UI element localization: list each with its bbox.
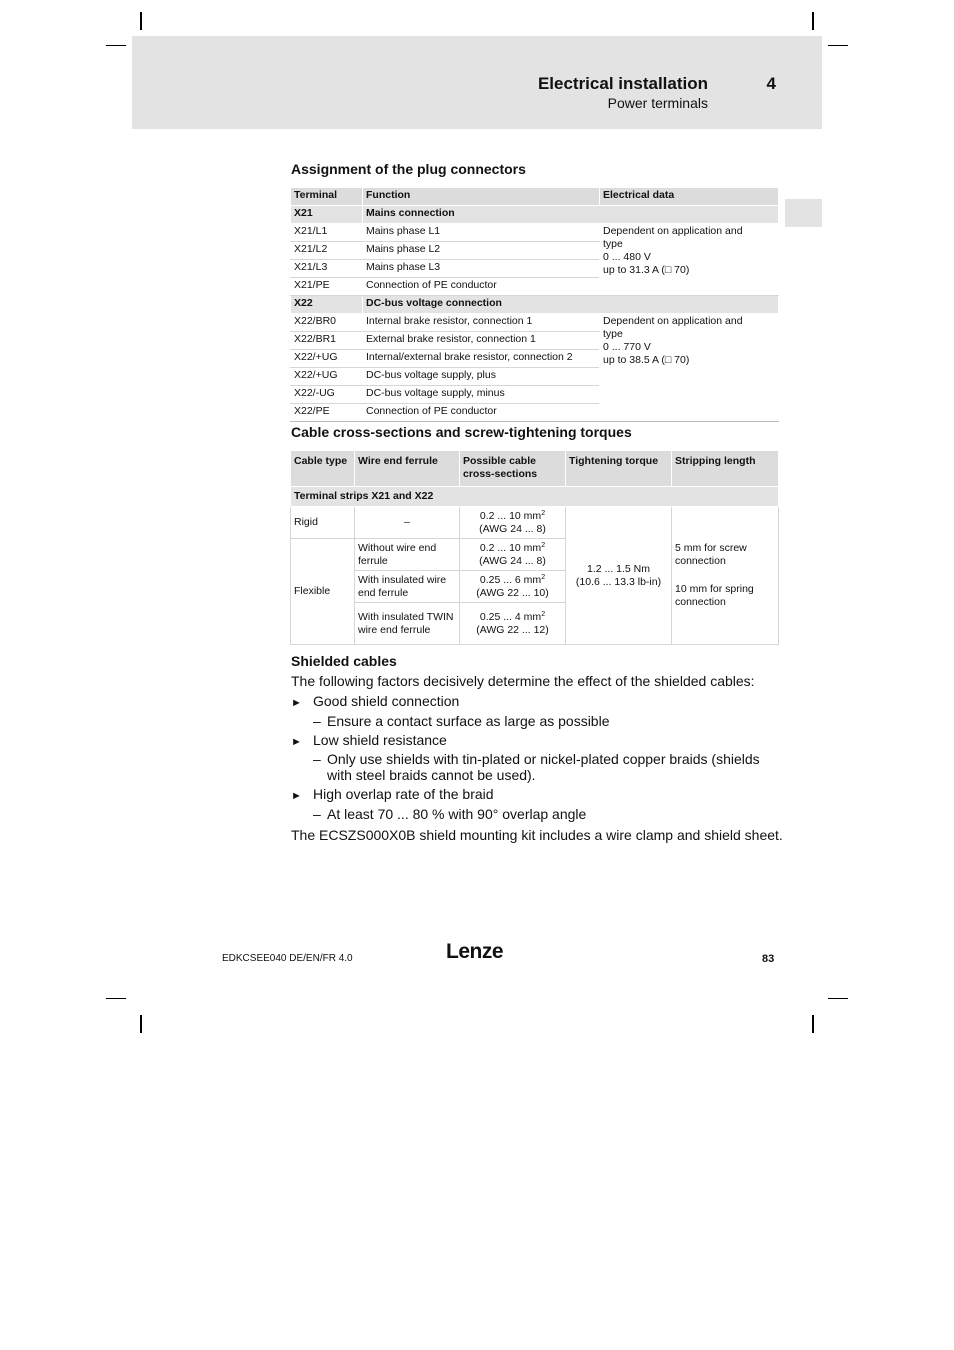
terminal-cell: X21/L3 xyxy=(291,260,363,278)
cross-section-cell xyxy=(460,571,566,603)
cable-type-cell: Flexible xyxy=(291,539,355,645)
function-cell: Mains phase L3 xyxy=(363,260,600,278)
bullet-text: Low shield resistance xyxy=(313,732,447,748)
torque-value: 1.2 ... 1.5 Nm xyxy=(586,562,651,575)
table-row xyxy=(291,224,779,242)
cross-section-value: 0.25 ... 4 mm xyxy=(479,610,542,623)
group-row-x21 xyxy=(291,206,779,224)
awg-value: (AWG 22 ... 12) xyxy=(476,623,549,636)
electrical-data-cell xyxy=(600,224,779,296)
intro-text: The following factors decisively determine the effect of the shielded cables: xyxy=(291,673,755,689)
table-header-row xyxy=(291,451,779,487)
awg-value: (AWG 22 ... 10) xyxy=(476,586,549,599)
electrical-data-line: up to 31.3 A (□ 70) xyxy=(603,264,690,276)
arrow-bullet-icon: ► xyxy=(291,736,302,748)
superscript: 2 xyxy=(541,509,546,517)
tightening-torque-cell xyxy=(566,507,672,645)
cable-type-cell: Rigid xyxy=(291,507,355,539)
superscript: 2 xyxy=(541,610,546,618)
section-heading-plug-connectors: Assignment of the plug connectors xyxy=(291,161,526,177)
terminal-cell: X22/BR0 xyxy=(291,314,363,332)
column-header: Possible cable cross-sections xyxy=(460,451,566,487)
terminal-cell: X21/L1 xyxy=(291,224,363,242)
crop-mark xyxy=(140,1015,142,1033)
function-cell: External brake resistor, connection 1 xyxy=(363,332,600,350)
page-number: 83 xyxy=(762,953,775,965)
ferrule-cell: With insulated wire end ferrule xyxy=(355,571,460,603)
plug-connector-table xyxy=(290,187,779,422)
arrow-bullet-icon: ► xyxy=(291,790,302,802)
crop-mark xyxy=(828,45,848,46)
group-row-x22 xyxy=(291,296,779,314)
table-header-row xyxy=(291,188,779,206)
terminal-cell: X22/+UG xyxy=(291,350,363,368)
group-terminal: X21 xyxy=(291,206,363,224)
column-header: Cable type xyxy=(291,451,355,487)
electrical-data-cell xyxy=(600,314,779,422)
cross-section-cell xyxy=(460,507,566,539)
column-header: Tightening torque xyxy=(566,451,672,487)
crop-mark xyxy=(812,1015,814,1033)
group-function: Mains connection xyxy=(363,206,779,224)
table-row xyxy=(291,314,779,332)
dash-icon: – xyxy=(313,751,321,767)
crop-mark xyxy=(106,45,126,46)
terminal-cell: X22/-UG xyxy=(291,386,363,404)
group-label: Terminal strips X21 and X22 xyxy=(291,487,779,507)
terminal-cell: X22/BR1 xyxy=(291,332,363,350)
lenze-logo: Lenze xyxy=(446,940,504,963)
function-cell: DC-bus voltage supply, plus xyxy=(363,368,600,386)
dash-icon: – xyxy=(313,806,321,822)
electrical-data-line: Dependent on application and xyxy=(603,315,743,327)
cross-section-cell xyxy=(460,539,566,571)
chapter-side-tab xyxy=(785,199,822,227)
table-row-rigid xyxy=(291,507,779,539)
bullet-item xyxy=(291,693,459,709)
bullet-item xyxy=(291,732,447,748)
column-header: Electrical data xyxy=(600,188,779,206)
awg-value: (AWG 24 ... 8) xyxy=(479,554,546,567)
torque-imperial: (10.6 ... 13.3 lb-in) xyxy=(575,575,662,588)
chapter-number: 4 xyxy=(766,74,776,93)
function-cell: Internal brake resistor, connection 1 xyxy=(363,314,600,332)
cross-section-value: 0.2 ... 10 mm xyxy=(479,509,542,522)
arrow-bullet-icon: ► xyxy=(291,697,302,709)
column-header: Function xyxy=(363,188,600,206)
section-heading-cable-cross-sections: Cable cross-sections and screw-tightening torques xyxy=(291,424,632,440)
sub-bullet-item xyxy=(313,751,773,783)
bullet-item xyxy=(291,786,494,802)
group-row-terminal-strips xyxy=(291,487,779,507)
bullet-text: Good shield connection xyxy=(313,693,460,709)
group-function: DC-bus voltage connection xyxy=(363,296,779,314)
column-header: Terminal xyxy=(291,188,363,206)
crop-mark xyxy=(106,998,126,999)
electrical-data-line: Dependent on application and xyxy=(603,225,743,237)
strip-spring: 10 mm for spring connection xyxy=(675,583,754,608)
function-cell: Internal/external brake resistor, connection 2 xyxy=(363,350,600,368)
electrical-data-line: 0 ... 770 V xyxy=(603,341,651,353)
header-title: Electrical installation xyxy=(537,74,708,93)
bullet-text: High overlap rate of the braid xyxy=(313,786,494,802)
cable-cross-section-table xyxy=(290,450,779,645)
cross-section-cell xyxy=(460,603,566,645)
electrical-data-line: type xyxy=(603,328,623,340)
awg-value: (AWG 24 ... 8) xyxy=(479,522,546,535)
function-cell: DC-bus voltage supply, minus xyxy=(363,386,600,404)
cross-section-value: 0.25 ... 6 mm xyxy=(479,573,542,586)
sub-bullet-item xyxy=(313,713,773,729)
terminal-cell: X22/PE xyxy=(291,404,363,422)
sub-bullet-text: Only use shields with tin-plated or nickel-plated copper braids (shields with steel braids cannot be used). xyxy=(327,751,760,783)
header-band xyxy=(132,36,822,129)
crop-mark xyxy=(140,12,142,30)
header-subtitle: Power terminals xyxy=(607,95,708,111)
column-header: Wire end ferrule xyxy=(355,451,460,487)
document-code: EDKCSEE040 DE/EN/FR 4.0 xyxy=(222,953,353,964)
cross-section-value: 0.2 ... 10 mm xyxy=(479,541,542,554)
sub-bullet-text: Ensure a contact surface as large as possible xyxy=(327,713,610,729)
superscript: 2 xyxy=(541,541,546,549)
superscript: 2 xyxy=(541,573,546,581)
function-cell: Connection of PE conductor xyxy=(363,278,600,296)
terminal-cell: X21/PE xyxy=(291,278,363,296)
terminal-cell: X21/L2 xyxy=(291,242,363,260)
electrical-data-line: 0 ... 480 V xyxy=(603,251,651,263)
ferrule-cell: Without wire end ferrule xyxy=(355,539,460,571)
group-terminal: X22 xyxy=(291,296,363,314)
section-heading-shielded-cables: Shielded cables xyxy=(291,653,397,669)
electrical-data-line: up to 38.5 A (□ 70) xyxy=(603,354,690,366)
sub-bullet-text: At least 70 ... 80 % with 90° overlap angle xyxy=(327,806,587,822)
crop-mark xyxy=(828,998,848,999)
electrical-data-line: type xyxy=(603,238,623,250)
function-cell: Connection of PE conductor xyxy=(363,404,600,422)
ferrule-cell: With insulated TWIN wire end ferrule xyxy=(355,603,460,645)
strip-screw: 5 mm for screw connection xyxy=(675,542,747,567)
terminal-cell: X22/+UG xyxy=(291,368,363,386)
crop-mark xyxy=(812,12,814,30)
stripping-length-cell xyxy=(672,507,779,645)
sub-bullet-item xyxy=(313,806,773,822)
function-cell: Mains phase L1 xyxy=(363,224,600,242)
dash-icon: – xyxy=(313,713,321,729)
function-cell: Mains phase L2 xyxy=(363,242,600,260)
column-header: Stripping length xyxy=(672,451,779,487)
ferrule-cell: – xyxy=(355,507,460,539)
outro-text: The ECSZS000X0B shield mounting kit includes a wire clamp and shield sheet. xyxy=(291,827,783,843)
